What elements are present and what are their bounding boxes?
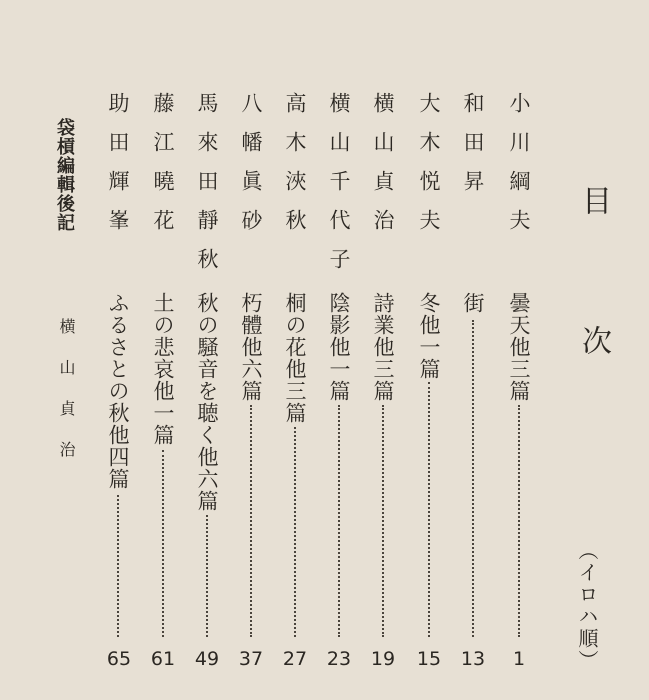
entry-work-title: ふるさとの秋他四篇 [106, 292, 130, 490]
afterword-title: 袋槓編輯後記 [54, 118, 75, 232]
entry-page-number: 1 [512, 648, 526, 670]
entry-author: 高木浹秋 [283, 92, 307, 248]
entry-author: 藤江曉花 [151, 92, 175, 248]
entry-page-number: 49 [194, 648, 220, 670]
entry-work-title: 秋の騒音を聴く他六篇 [195, 292, 219, 512]
dot-leader [162, 450, 164, 637]
entry-author: 馬來田靜秋 [195, 92, 219, 287]
entry-page-number: 19 [370, 648, 396, 670]
entry-page-number: 15 [416, 648, 442, 670]
entry-work-title: 土の悲哀他一篇 [151, 292, 175, 446]
dot-leader [294, 427, 296, 637]
entry-work-title: 詩業他三篇 [371, 292, 395, 402]
dot-leader [206, 515, 208, 637]
afterword-author: 横山貞治 [57, 318, 76, 482]
entry-page-number: 13 [460, 648, 486, 670]
entry-author: 小川綱夫 [507, 92, 531, 248]
entry-work-title: 曇天他三篇 [507, 292, 531, 402]
entry-author: 大木悦夫 [417, 92, 441, 248]
entry-page-number: 65 [106, 648, 132, 670]
entry-author: 横山千代子 [327, 92, 351, 287]
dot-leader [472, 320, 474, 637]
order-note: （イロハ順） [575, 540, 599, 672]
entry-work-title: 朽體他六篇 [239, 292, 263, 402]
entry-page-number: 61 [150, 648, 176, 670]
entry-author: 横山貞治 [371, 92, 395, 248]
entry-author: 八幡眞砂 [239, 92, 263, 248]
dot-leader [518, 405, 520, 637]
page-title: 目次 [576, 185, 611, 465]
dot-leader [117, 495, 119, 637]
dot-leader [250, 405, 252, 637]
entry-work-title: 冬他一篇 [417, 292, 441, 380]
entry-page-number: 37 [238, 648, 264, 670]
entry-page-number: 23 [326, 648, 352, 670]
entry-work-title: 街 [461, 292, 485, 314]
entry-page-number: 27 [282, 648, 308, 670]
entry-work-title: 陰影他一篇 [327, 292, 351, 402]
dot-leader [382, 405, 384, 637]
dot-leader [338, 405, 340, 637]
dot-leader [428, 382, 430, 637]
entry-work-title: 桐の花他三篇 [283, 292, 307, 424]
entry-author: 助田輝峯 [106, 92, 130, 248]
entry-author: 和田昇 [461, 92, 485, 209]
